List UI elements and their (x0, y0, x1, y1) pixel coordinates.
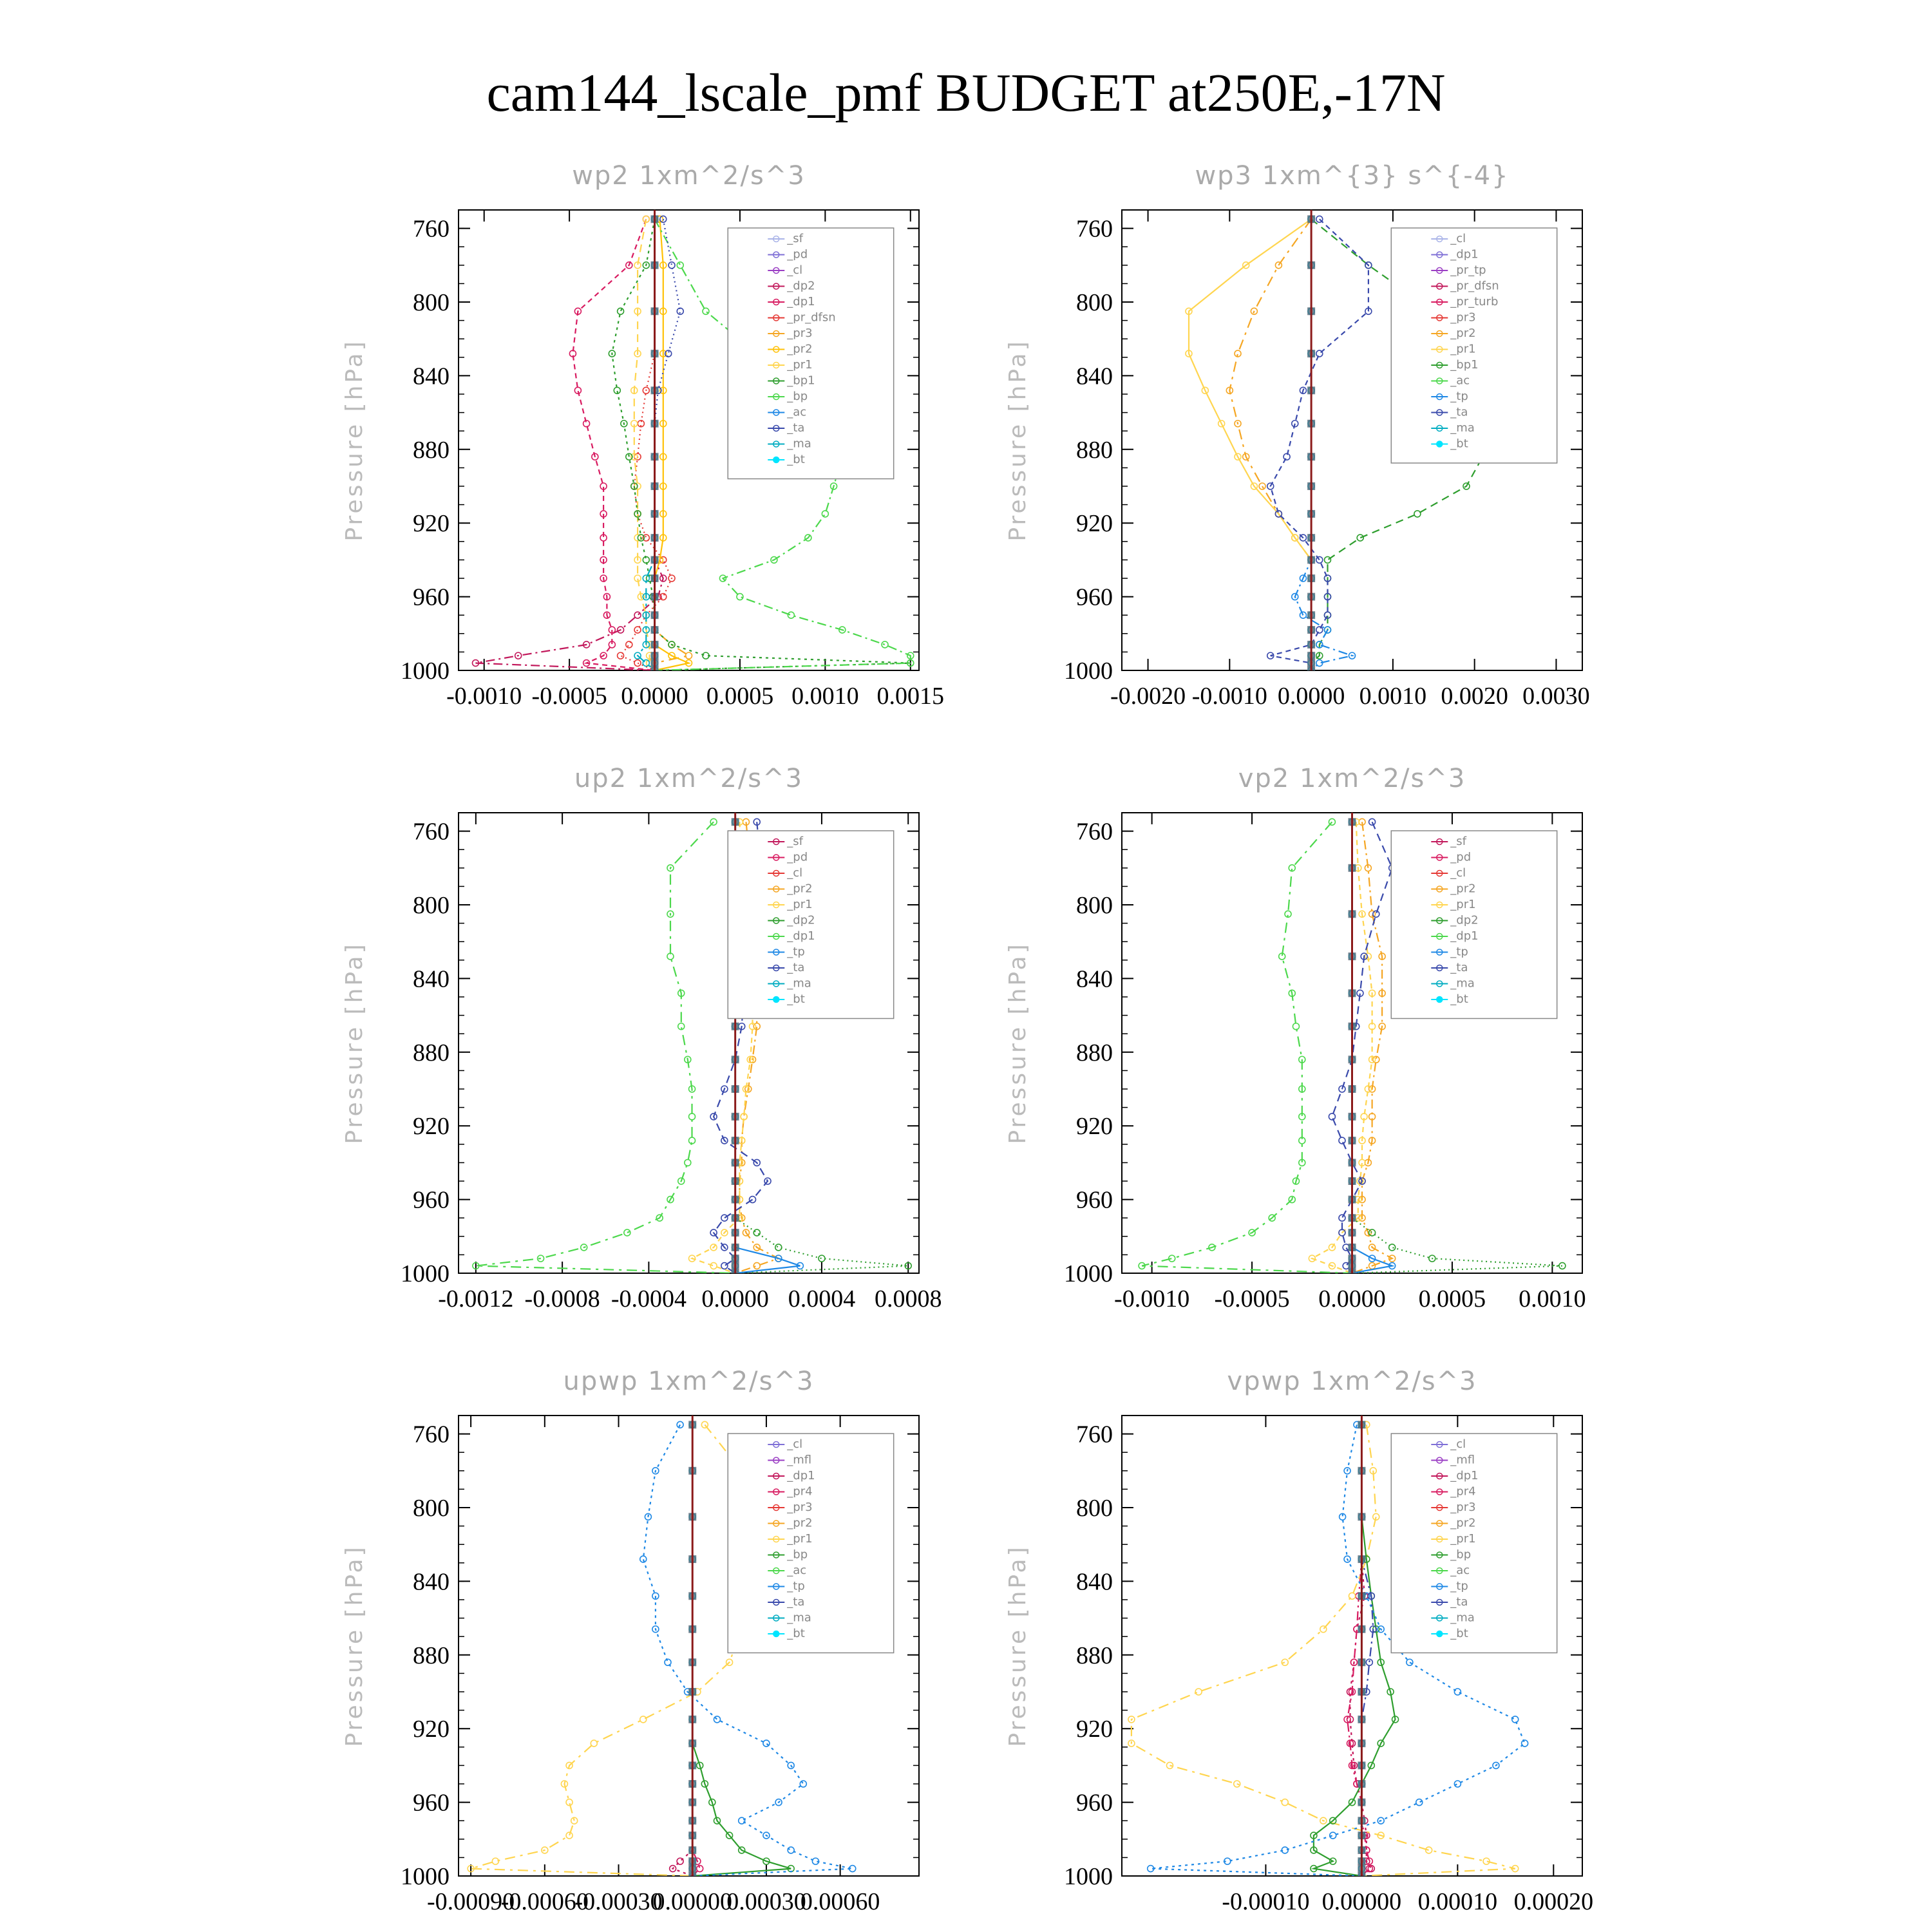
y-tick-label: 960 (413, 1186, 450, 1214)
series-line-dp1 (476, 822, 735, 1273)
legend-label: _tp (1450, 390, 1468, 403)
legend-label: _dp1 (1450, 1469, 1479, 1482)
legend-label: _pr3 (1450, 310, 1476, 325)
y-tick-label: 760 (1076, 215, 1113, 243)
legend-label: _ac (1450, 374, 1470, 388)
panel-0 (341, 161, 944, 710)
series-line-pr1 (634, 219, 655, 670)
x-tick-label: -0.0004 (611, 1285, 687, 1312)
legend-label: _bt (1450, 992, 1468, 1006)
y-tick-label: 760 (413, 215, 450, 243)
y-tick-label: 960 (1076, 1186, 1113, 1214)
legend-marker (1437, 997, 1443, 1003)
legend-label: _pr1 (1450, 1532, 1476, 1546)
y-tick-label: 880 (1076, 436, 1113, 464)
y-tick-label: 1000 (1064, 1260, 1113, 1287)
x-tick-label: 0.0008 (874, 1285, 942, 1312)
series-line-pr_dfsn (621, 219, 672, 670)
series-line-ma (638, 219, 654, 670)
series-point (618, 652, 624, 659)
x-tick-label: -0.00030 (574, 1888, 663, 1915)
y-tick-label: 840 (413, 965, 450, 993)
series-point (1373, 911, 1379, 917)
legend-label: _pd (787, 850, 808, 864)
legend-marker (773, 457, 779, 463)
series-line-dp2 (476, 219, 663, 670)
series-line-dp1 (573, 219, 654, 670)
x-tick-label: -0.00090 (427, 1888, 515, 1915)
series-point (640, 1556, 647, 1562)
x-tick-label: -0.0010 (1191, 683, 1267, 710)
y-tick-label: 920 (413, 1113, 450, 1141)
series-point (1512, 1716, 1519, 1723)
series-point (1339, 1137, 1345, 1144)
legend-label: _pr2 (1450, 882, 1476, 896)
series-point (1454, 1781, 1461, 1787)
panel-5 (1005, 1367, 1593, 1915)
x-tick-label: 0.0000 (1318, 1285, 1386, 1312)
panel-title: vp2 1xm^2/s^3 (1238, 764, 1466, 793)
x-tick-label: 0.00010 (1417, 1888, 1498, 1915)
series-point (739, 1817, 745, 1824)
legend-label: _pr1 (787, 358, 813, 372)
x-tick-label: 0.0000 (1277, 683, 1345, 710)
x-tick-label: -0.0020 (1110, 683, 1186, 710)
legend-label: _pr_dfsn (787, 310, 836, 325)
series-point (1559, 1263, 1566, 1269)
legend-label: _cl (1450, 232, 1466, 245)
legend-label: _ta (787, 961, 805, 974)
legend-label: _tp (787, 1579, 805, 1593)
series-point (697, 1866, 703, 1872)
series-point (1293, 1023, 1299, 1030)
y-tick-label: 960 (413, 1789, 450, 1817)
series-point (1316, 627, 1323, 633)
y-tick-label: 840 (413, 1568, 450, 1596)
series-point (701, 1421, 708, 1428)
series-line-pr1 (471, 1425, 754, 1876)
legend-label: _pr1 (1450, 342, 1476, 356)
series-line-pr4 (692, 1425, 700, 1876)
series-point (626, 641, 632, 648)
y-axis-label: Pressure [hPa] (1005, 339, 1031, 542)
series-point (566, 1832, 573, 1839)
x-tick-label: 0.00030 (726, 1888, 806, 1915)
series-point (1329, 819, 1335, 825)
series-line-dp1 (1142, 822, 1352, 1273)
legend-label: _mfl (1450, 1453, 1475, 1467)
panel-4 (341, 1367, 919, 1915)
legend-marker (1437, 1631, 1443, 1637)
legend-label: _sf (787, 835, 803, 848)
legend-label: _pr2 (1450, 327, 1476, 340)
x-tick-label: 0.00020 (1513, 1888, 1594, 1915)
legend-label: _ta (1450, 405, 1468, 419)
y-tick-label: 880 (413, 1039, 450, 1066)
series-point (721, 1215, 728, 1221)
series-point (763, 1740, 770, 1747)
series-point (1416, 1799, 1423, 1806)
x-tick-label: 0.0010 (1519, 1285, 1586, 1312)
legend-label: _bt (1450, 437, 1468, 451)
panel-title: wp2 1xm^2/s^3 (572, 161, 806, 191)
panel-1 (1005, 161, 1590, 710)
series-line-ta (655, 219, 681, 670)
legend-label: _pr2 (787, 1516, 813, 1530)
legend-label: _ma (1450, 976, 1475, 990)
series-point (788, 612, 794, 618)
y-tick-label: 1000 (401, 658, 450, 685)
series-point (710, 819, 717, 825)
series-point (1366, 1659, 1372, 1665)
series-line-dp1 (673, 1425, 693, 1876)
series-point (721, 1263, 728, 1269)
series-point (800, 1781, 806, 1787)
series-point (819, 1255, 825, 1262)
x-tick-label: 0.0005 (1418, 1285, 1486, 1312)
series-point (668, 262, 675, 269)
legend-label: _dp2 (1450, 913, 1479, 927)
y-axis-label: Pressure [hPa] (1005, 1544, 1031, 1747)
legend-label: _bt (787, 453, 805, 466)
series-point (1369, 819, 1376, 825)
series-point (640, 1716, 647, 1723)
y-tick-label: 840 (413, 363, 450, 390)
y-axis-label: Pressure [hPa] (341, 942, 368, 1144)
legend-label: _pr2 (787, 342, 813, 356)
series-point (882, 641, 888, 648)
x-tick-label: 0.00000 (652, 1888, 732, 1915)
legend-label: _pr2 (1450, 1516, 1476, 1530)
series-point (665, 1659, 671, 1665)
legend-label: _dp2 (787, 279, 815, 293)
series-point (1389, 1244, 1396, 1251)
y-tick-label: 1000 (401, 1863, 450, 1890)
series-point (1522, 1740, 1528, 1747)
legend-label: _ma (1450, 421, 1475, 435)
legend-label: _dp1 (1450, 929, 1479, 943)
legend-label: _pr_tp (1450, 263, 1486, 277)
x-tick-label: 0.0015 (876, 683, 945, 710)
series-point (1329, 1113, 1335, 1120)
series-line-pr4 (1347, 1425, 1369, 1876)
x-tick-label: 0.00060 (800, 1888, 880, 1915)
x-tick-label: 0.0000 (701, 1285, 769, 1312)
legend-label: _tp (787, 945, 805, 959)
y-tick-label: 1000 (1064, 1863, 1113, 1890)
series-point (677, 1421, 683, 1428)
legend-marker (1437, 441, 1443, 447)
series-point (685, 1159, 691, 1166)
legend-label: _pr3 (787, 1501, 813, 1514)
legend-label: _pr1 (787, 898, 813, 911)
legend-label: _dp1 (787, 929, 815, 943)
panels (341, 161, 1593, 1915)
legend-label: _bp1 (1450, 358, 1479, 372)
legend-label: _ta (787, 421, 805, 435)
y-tick-label: 760 (413, 818, 450, 846)
x-tick-label: 0.0010 (1359, 683, 1427, 710)
series-point (822, 511, 828, 517)
legend-label: _cl (1450, 1437, 1466, 1451)
legend-label: _bt (787, 992, 805, 1006)
legend-label: _cl (787, 263, 803, 277)
y-axis-label: Pressure [hPa] (1005, 942, 1031, 1144)
legend-label: _bp (1450, 1548, 1472, 1562)
legend-label: _dp1 (787, 295, 815, 308)
series-point (1357, 535, 1363, 541)
y-tick-label: 880 (1076, 1642, 1113, 1669)
legend-label: _pr3 (1450, 1501, 1476, 1514)
series-point (1339, 1215, 1345, 1221)
series-point (703, 308, 709, 314)
y-tick-label: 800 (1076, 289, 1113, 316)
legend-label: _pr2 (787, 882, 813, 896)
legend-label: _bp (787, 1548, 808, 1562)
legend-label: _bp (787, 390, 808, 403)
series-point (1406, 1659, 1413, 1665)
series-line-ta (1361, 1425, 1373, 1876)
series-line-pr2 (655, 219, 689, 670)
series-point (1454, 1689, 1461, 1695)
y-tick-label: 920 (1076, 510, 1113, 538)
legend-marker (773, 997, 779, 1003)
series-point (1324, 556, 1331, 563)
series-point (1316, 556, 1323, 563)
series-line-ta (1271, 219, 1368, 670)
x-tick-label: -0.00060 (500, 1888, 589, 1915)
legend-label: _ma (787, 1611, 811, 1625)
legend-label: _ta (787, 1595, 805, 1609)
x-tick-label: 0.0005 (706, 683, 774, 710)
x-tick-label: -0.0008 (524, 1285, 600, 1312)
y-tick-label: 920 (1076, 1716, 1113, 1743)
legend-label: _ma (1450, 1611, 1475, 1625)
legend-label: _bt (787, 1627, 805, 1640)
y-tick-label: 800 (413, 289, 450, 316)
legend-label: _pr4 (1450, 1484, 1476, 1499)
legend-label: _pr1 (1450, 898, 1476, 911)
series-point (1349, 1593, 1356, 1599)
y-tick-label: 760 (1076, 1421, 1113, 1448)
legend-label: _pd (1450, 850, 1472, 864)
series-line-pr2 (1229, 219, 1311, 670)
y-tick-label: 840 (1076, 363, 1113, 390)
series-point (1316, 350, 1323, 357)
panel-2 (341, 764, 942, 1312)
legend-label: _pr_turb (1450, 295, 1499, 308)
y-tick-label: 880 (413, 436, 450, 464)
x-tick-label: -0.0005 (531, 683, 607, 710)
legend-label: _sf (787, 232, 803, 245)
series-point (677, 262, 683, 269)
legend-label: _dp2 (787, 913, 815, 927)
y-tick-label: 800 (1076, 1495, 1113, 1522)
legend-label: _cl (787, 1437, 803, 1451)
x-tick-label: 0.0030 (1522, 683, 1590, 710)
series-point (714, 1716, 720, 1723)
legend-label: _pr1 (787, 1532, 813, 1546)
panel-title: upwp 1xm^2/s^3 (563, 1367, 815, 1396)
series-point (788, 1847, 794, 1853)
panel-title: vpwp 1xm^2/s^3 (1227, 1367, 1477, 1396)
legend-label: _cl (1450, 866, 1466, 880)
y-tick-label: 1000 (1064, 658, 1113, 685)
panel-3 (1005, 764, 1586, 1312)
series-point (1414, 511, 1421, 517)
series-point (775, 1244, 782, 1251)
x-tick-label: 0.0000 (621, 683, 688, 710)
legend-label: _pr3 (787, 327, 813, 340)
y-tick-label: 800 (1076, 892, 1113, 919)
legend-label: _ma (787, 437, 811, 451)
legend-label: _bt (1450, 1627, 1468, 1640)
legend-label: _sf (1450, 835, 1466, 848)
legend-label: _tp (1450, 945, 1468, 959)
x-tick-label: -0.0005 (1214, 1285, 1290, 1312)
series-line-tp (1295, 219, 1352, 670)
series-point (634, 612, 641, 618)
y-tick-label: 960 (413, 583, 450, 611)
legend-label: _cl (787, 866, 803, 880)
legend-marker (773, 1631, 779, 1637)
series-line-pr1 (1312, 822, 1372, 1273)
legend-label: _pd (787, 247, 808, 261)
y-tick-label: 760 (413, 1421, 450, 1448)
x-tick-label: -0.0010 (446, 683, 522, 710)
series-point (689, 1113, 696, 1120)
panel-title: up2 1xm^2/s^3 (574, 764, 804, 793)
series-point (634, 660, 641, 667)
y-tick-label: 960 (1076, 1789, 1113, 1817)
legend-label: _ac (787, 405, 807, 419)
y-tick-label: 800 (413, 1495, 450, 1522)
x-tick-label: 0.0010 (791, 683, 859, 710)
figure-title: cam144_lscale_pmf BUDGET at250E,-17N (486, 63, 1446, 123)
legend-label: _ac (1450, 1564, 1470, 1577)
series-point (677, 1858, 683, 1864)
x-tick-label: 0.00000 (1321, 1888, 1402, 1915)
series-point (591, 1740, 597, 1747)
series-line-pr1 (1189, 219, 1311, 670)
y-tick-label: 840 (1076, 965, 1113, 993)
y-axis-label: Pressure [hPa] (341, 339, 368, 542)
legend-label: _pr4 (787, 1484, 813, 1499)
series-point (1316, 216, 1323, 222)
series-point (1369, 1229, 1376, 1236)
y-axis-label: Pressure [hPa] (341, 1544, 368, 1747)
legend-label: _dp1 (787, 1469, 815, 1482)
y-tick-label: 920 (413, 1716, 450, 1743)
x-tick-label: -0.0010 (1114, 1285, 1190, 1312)
y-tick-label: 840 (1076, 1568, 1113, 1596)
legend-label: _tp (1450, 1579, 1468, 1593)
series-point (737, 594, 743, 600)
x-tick-label: 0.0020 (1441, 683, 1508, 710)
panel-title: wp3 1xm^{3} s^{-4} (1195, 161, 1510, 191)
legend-label: _bp1 (787, 374, 815, 388)
x-tick-label: 0.0004 (788, 1285, 856, 1312)
series-point (1320, 1626, 1327, 1633)
y-tick-label: 880 (1076, 1039, 1113, 1066)
series-point (624, 1229, 630, 1236)
series-point (618, 308, 624, 314)
y-tick-label: 920 (413, 510, 450, 538)
y-tick-label: 760 (1076, 818, 1113, 846)
series-line-pr3 (655, 219, 689, 670)
legend-label: _pr_dfsn (1450, 279, 1499, 293)
legend-label: _ta (1450, 1595, 1468, 1609)
series-point (634, 627, 641, 633)
series-point (1282, 1799, 1288, 1806)
y-tick-label: 1000 (401, 1260, 450, 1287)
y-tick-label: 800 (413, 892, 450, 919)
series-point (753, 1263, 760, 1269)
legend-label: _ac (787, 1564, 807, 1577)
y-tick-label: 920 (1076, 1113, 1113, 1141)
y-tick-label: 960 (1076, 583, 1113, 611)
series-point (753, 1229, 760, 1236)
y-tick-label: 880 (413, 1642, 450, 1669)
legend-label: _mfl (787, 1453, 812, 1467)
legend-label: _ma (787, 976, 811, 990)
legend-label: _ta (1450, 961, 1468, 974)
legend-label: _dp1 (1450, 247, 1479, 261)
x-tick-label: -0.0012 (438, 1285, 514, 1312)
x-tick-label: -0.00010 (1222, 1888, 1310, 1915)
series-point (1195, 1689, 1202, 1695)
series-point (686, 652, 692, 659)
